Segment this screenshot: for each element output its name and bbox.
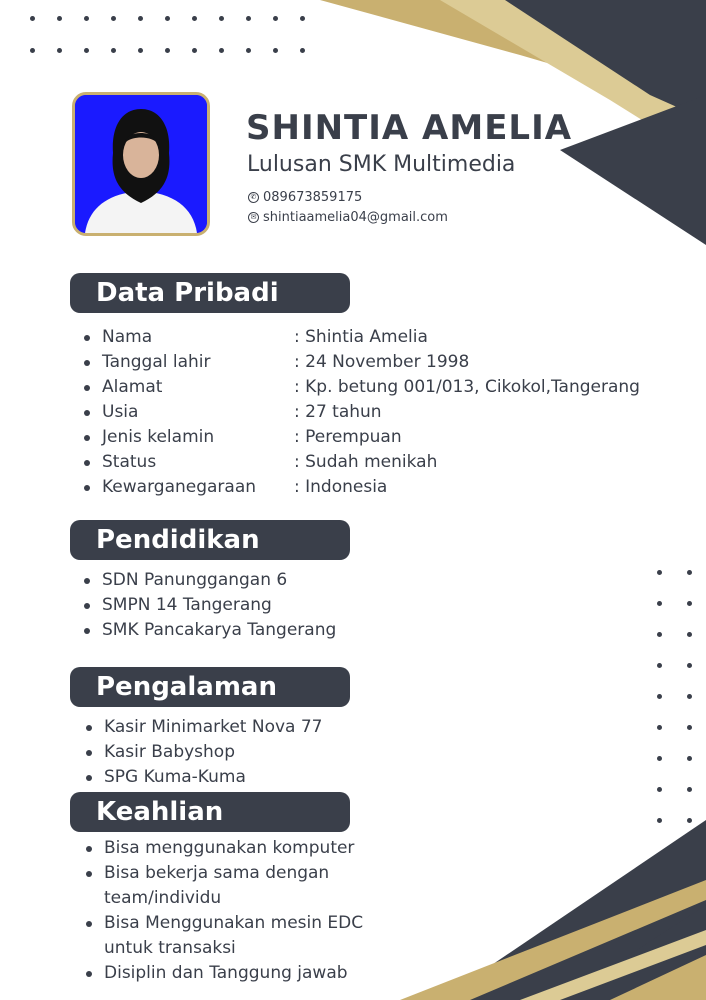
person-portrait-icon [75, 95, 207, 233]
skills-list [82, 836, 364, 986]
list-item: Kasir Babyshop [82, 740, 323, 765]
section-heading-skills: Keahlian [70, 792, 350, 832]
experience-list [82, 715, 323, 790]
right-dot-grid [657, 570, 697, 830]
list-item: SMK Pancakarya Tangerang [80, 618, 336, 643]
list-item: Bisa bekerja sama dengan team/individu [82, 861, 364, 911]
list-item: Kewarganegaraan : Indonesia [80, 475, 256, 500]
section-heading-personal: Data Pribadi [70, 273, 350, 313]
list-item: Jenis kelamin : Perempuan [80, 425, 256, 450]
section-heading-experience: Pengalaman [70, 667, 350, 707]
personal-data-list [80, 325, 640, 500]
list-item: Tanggal lahir : 24 November 1998 [80, 350, 256, 375]
list-item: Disiplin dan Tanggung jawab [82, 961, 364, 986]
phone-contact [248, 190, 362, 205]
candidate-title: Lulusan SMK Multimedia [247, 152, 516, 177]
list-item: Alamat : Kp. betung 001/013, Cikokol,Tangerang [80, 375, 256, 400]
list-item: Status : Sudah menikah [80, 450, 256, 475]
education-list [80, 568, 336, 643]
list-item: Usia : 27 tahun [80, 400, 256, 425]
candidate-name: SHINTIA AMELIA [246, 108, 573, 148]
top-left-dot-grid [30, 16, 320, 56]
section-heading-education: Pendidikan [70, 520, 350, 560]
phone-number: 089673859175 [263, 190, 363, 205]
email-address: shintiaamelia04@gmail.com [263, 210, 448, 225]
list-item: SDN Panunggangan 6 [80, 568, 336, 593]
phone-icon: ✆ [248, 192, 259, 203]
list-item: SPG Kuma-Kuma [82, 765, 323, 790]
email-contact [248, 210, 448, 225]
list-item: SMPN 14 Tangerang [80, 593, 336, 618]
list-item: Nama : Shintia Amelia [80, 325, 256, 350]
profile-photo [72, 92, 210, 236]
list-item: Kasir Minimarket Nova 77 [82, 715, 323, 740]
email-icon: ✉ [248, 212, 259, 223]
list-item: Bisa menggunakan komputer [82, 836, 364, 861]
list-item: Bisa Menggunakan mesin EDC untuk transaksi [82, 911, 364, 961]
